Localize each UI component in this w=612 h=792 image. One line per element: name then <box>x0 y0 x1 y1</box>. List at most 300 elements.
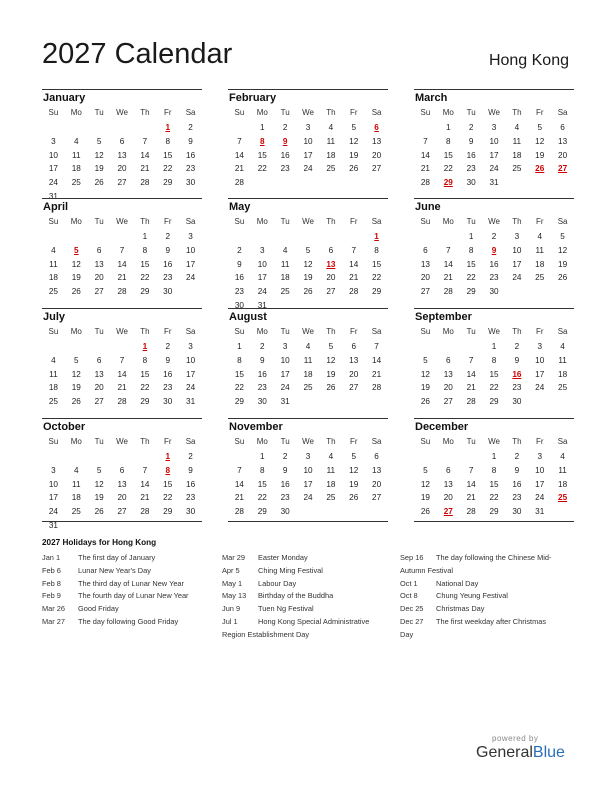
day-cell: 20 <box>117 164 127 174</box>
day-cell: 14 <box>234 150 244 160</box>
day-cell: 27 <box>94 287 104 297</box>
day-cell: 31 <box>48 521 58 530</box>
day-cell: 26 <box>558 273 568 283</box>
day-cell: 13 <box>372 136 382 146</box>
day-cell: 1 <box>260 452 265 461</box>
day-cell: 5 <box>423 465 428 475</box>
day-cell: 11 <box>49 259 58 269</box>
holiday-name: The fourth day of Lunar New Year <box>78 591 189 601</box>
day-cell: 8 <box>491 465 497 475</box>
day-cell: 7 <box>119 355 125 365</box>
day-cell: 15 <box>257 150 267 160</box>
day-cell: 29 <box>163 178 173 188</box>
day-cell: 6 <box>446 465 451 475</box>
day-cell: 21 <box>372 369 382 379</box>
day-cell: 19 <box>303 273 313 283</box>
weekday-label: We <box>488 108 500 117</box>
month-name: October <box>43 421 86 433</box>
holiday-day: 13 <box>326 259 336 269</box>
day-cell: 10 <box>280 355 290 365</box>
weekday-label: We <box>116 327 128 336</box>
day-cell: 5 <box>328 342 334 351</box>
day-cell: 2 <box>188 452 193 461</box>
day-cell: 23 <box>489 273 499 283</box>
month-rule <box>42 198 202 199</box>
weekday-label: We <box>302 108 314 117</box>
day-cell: 18 <box>71 493 81 503</box>
day-cell: 25 <box>326 493 336 503</box>
day-cell: 6 <box>351 342 356 351</box>
weekday-label: Fr <box>349 437 358 446</box>
day-cell: 9 <box>282 465 288 475</box>
weekday-label: Tu <box>466 108 476 117</box>
holiday-column <box>400 552 575 642</box>
day-cell: 8 <box>165 136 170 146</box>
holiday-name-continuation: Region Establishment Day <box>222 629 310 639</box>
day-cell: 31 <box>489 178 499 188</box>
day-cell: 19 <box>349 479 359 489</box>
holiday-day: 6 <box>374 123 379 132</box>
day-cell: 12 <box>303 259 313 269</box>
day-cell: 7 <box>351 245 356 255</box>
weekday-label: We <box>116 217 128 226</box>
day-cell: 2 <box>260 342 265 351</box>
holiday-day: 1 <box>165 123 170 132</box>
day-cell: 7 <box>468 465 474 475</box>
day-cell: 28 <box>234 178 244 188</box>
holiday-entry <box>42 616 217 629</box>
day-cell: 28 <box>349 287 359 297</box>
day-cell: 21 <box>349 273 359 283</box>
day-cell: 27 <box>349 383 359 393</box>
day-cell: 25 <box>48 397 58 407</box>
weekday-label: Mo <box>256 437 268 446</box>
day-cell: 2 <box>514 452 520 461</box>
day-cell: 13 <box>443 479 453 489</box>
day-cell: 10 <box>186 355 196 365</box>
day-cell: 26 <box>420 397 430 407</box>
day-cell: 5 <box>305 245 311 255</box>
day-cell: 24 <box>535 493 545 503</box>
day-cell: 6 <box>119 465 125 475</box>
day-cell: 1 <box>491 342 497 351</box>
day-cell: 11 <box>512 136 522 146</box>
holiday-date: Dec 27 <box>400 616 424 626</box>
day-cell: 22 <box>163 164 173 174</box>
weekday-label: Mo <box>70 108 82 117</box>
day-cell: 23 <box>234 287 244 297</box>
weekday-label: Tu <box>280 108 290 117</box>
weekday-label: Mo <box>442 327 454 336</box>
day-cell: 12 <box>71 259 81 269</box>
weekday-label: Su <box>420 108 431 117</box>
day-cell: 24 <box>280 383 290 393</box>
day-cell: 1 <box>260 123 265 132</box>
day-cell: 17 <box>303 150 313 160</box>
day-cell: 22 <box>443 164 453 174</box>
holiday-entry <box>42 552 217 565</box>
day-cell: 30 <box>257 397 267 407</box>
holiday-name: Tuen Ng Festival <box>258 604 314 614</box>
holiday-name: Chung Yeung Festival <box>436 591 508 601</box>
holiday-date: Oct 8 <box>400 591 418 601</box>
day-cell: 24 <box>186 383 196 393</box>
divider <box>228 521 388 522</box>
day-cell: 9 <box>237 259 242 269</box>
weekday-label: Fr <box>349 217 358 226</box>
day-cell: 8 <box>468 245 474 255</box>
day-cell: 15 <box>234 369 244 379</box>
weekday-label: Fr <box>163 108 172 117</box>
month-name: February <box>229 92 277 104</box>
weekday-label: Fr <box>535 217 544 226</box>
holiday-name-continuation: Day <box>400 629 414 639</box>
day-cell: 5 <box>423 355 428 365</box>
holiday-date: Feb 8 <box>42 578 61 588</box>
holiday-day: 8 <box>260 136 265 146</box>
day-cell: 9 <box>468 136 474 146</box>
day-cell: 24 <box>186 273 196 283</box>
day-cell: 20 <box>372 150 382 160</box>
day-cell: 3 <box>188 342 193 351</box>
day-cell: 7 <box>237 136 242 146</box>
day-cell: 26 <box>94 178 104 188</box>
day-cell: 2 <box>237 245 242 255</box>
day-cell: 16 <box>234 273 244 283</box>
day-cell: 4 <box>51 355 56 365</box>
day-cell: 12 <box>94 479 104 489</box>
month-rule <box>42 89 202 90</box>
day-cell: 19 <box>94 493 104 503</box>
day-cell: 13 <box>443 369 453 379</box>
day-cell: 10 <box>489 136 499 146</box>
day-cell: 17 <box>48 164 58 174</box>
brand-logo[interactable] <box>476 744 565 762</box>
holiday-date: Oct 1 <box>400 578 418 588</box>
day-cell: 7 <box>119 245 125 255</box>
holiday-day: 27 <box>443 507 453 517</box>
holiday-name: Birthday of the Buddha <box>258 591 334 601</box>
day-cell: 3 <box>282 342 288 351</box>
holiday-day: 1 <box>142 342 148 351</box>
day-cell: 29 <box>163 507 173 517</box>
day-cell: 10 <box>303 465 313 475</box>
day-cell: 31 <box>280 397 290 407</box>
day-cell: 24 <box>303 164 313 174</box>
day-cell: 14 <box>466 479 476 489</box>
day-cell: 16 <box>512 479 522 489</box>
day-cell: 19 <box>420 383 430 393</box>
month-name: July <box>43 311 66 323</box>
weekday-label: Mo <box>70 327 82 336</box>
day-cell: 4 <box>282 245 288 255</box>
holiday-name: The day following Good Friday <box>78 616 179 626</box>
day-cell: 3 <box>491 123 497 132</box>
divider <box>414 521 574 522</box>
day-cell: 10 <box>303 136 313 146</box>
day-cell: 14 <box>140 150 150 160</box>
day-cell: 13 <box>94 369 104 379</box>
day-cell: 1 <box>491 452 497 461</box>
day-cell: 19 <box>558 259 568 269</box>
holiday-entry <box>400 552 575 565</box>
holiday-date: May 1 <box>222 578 243 588</box>
day-cell: 25 <box>280 287 290 297</box>
weekday-label: Tu <box>466 437 476 446</box>
day-cell: 27 <box>443 397 453 407</box>
day-cell: 6 <box>96 245 102 255</box>
day-cell: 17 <box>303 479 313 489</box>
day-cell: 23 <box>257 383 267 393</box>
weekday-label: Su <box>48 327 59 336</box>
weekday-label: Su <box>48 108 59 117</box>
day-cell: 25 <box>535 273 545 283</box>
day-cell: 6 <box>423 245 428 255</box>
holiday-name: Hong Kong Special Administrative <box>258 616 370 626</box>
weekday-label: Tu <box>280 437 290 446</box>
day-cell: 17 <box>186 259 196 269</box>
weekday-label: Mo <box>442 437 454 446</box>
weekday-label: Sa <box>371 217 382 226</box>
month-rule <box>228 418 388 419</box>
day-cell: 22 <box>257 164 267 174</box>
day-cell: 28 <box>234 507 244 517</box>
day-cell: 12 <box>71 369 81 379</box>
day-cell: 10 <box>186 245 196 255</box>
holiday-day: 5 <box>74 245 79 255</box>
weekday-label: Fr <box>535 108 544 117</box>
day-cell: 10 <box>48 150 58 160</box>
day-cell: 25 <box>558 383 568 393</box>
holiday-name: The first day of January <box>78 553 156 562</box>
day-cell: 8 <box>260 465 265 475</box>
weekday-label: Th <box>140 108 150 117</box>
month-rule <box>42 308 202 309</box>
weekday-label: Su <box>48 217 59 226</box>
weekday-label: Fr <box>163 437 172 446</box>
day-cell: 31 <box>48 192 58 201</box>
holiday-date: Mar 27 <box>42 616 66 626</box>
holiday-date: Apr 5 <box>222 565 240 575</box>
day-cell: 4 <box>328 452 334 461</box>
day-cell: 4 <box>74 465 79 475</box>
holiday-day: 9 <box>282 136 288 146</box>
day-cell: 15 <box>443 150 453 160</box>
day-cell: 11 <box>72 150 81 160</box>
holiday-name: National Day <box>436 578 479 588</box>
weekday-label: Su <box>420 217 431 226</box>
holiday-entry <box>222 578 397 591</box>
day-cell: 20 <box>94 383 104 393</box>
holiday-day: 27 <box>558 164 568 174</box>
day-cell: 23 <box>186 493 196 503</box>
holiday-entry <box>222 590 397 603</box>
day-cell: 14 <box>420 150 430 160</box>
day-cell: 3 <box>188 232 193 241</box>
holiday-entry <box>42 578 217 591</box>
weekday-label: Su <box>420 327 431 336</box>
day-cell: 2 <box>491 232 497 241</box>
day-cell: 9 <box>260 355 265 365</box>
day-cell: 28 <box>466 397 476 407</box>
weekday-label: Sa <box>185 327 196 336</box>
day-cell: 14 <box>466 369 476 379</box>
weekday-label: Sa <box>371 108 382 117</box>
day-cell: 11 <box>326 136 336 146</box>
day-cell: 29 <box>466 287 476 297</box>
holiday-day: 26 <box>535 164 545 174</box>
holiday-date: Feb 9 <box>42 591 61 601</box>
brand-part-1: General <box>476 744 533 761</box>
day-cell: 23 <box>512 383 522 393</box>
weekday-label: Th <box>512 217 522 226</box>
day-cell: 5 <box>74 355 79 365</box>
day-cell: 23 <box>466 164 476 174</box>
holiday-name: The first weekday after Christmas <box>436 616 547 626</box>
weekday-label: Tu <box>94 108 104 117</box>
day-cell: 29 <box>372 287 382 297</box>
weekday-label: Fr <box>163 327 172 336</box>
day-cell: 6 <box>328 245 334 255</box>
day-cell: 23 <box>280 164 290 174</box>
day-cell: 11 <box>326 465 336 475</box>
day-cell: 18 <box>558 369 568 379</box>
day-cell: 10 <box>48 479 58 489</box>
day-cell: 25 <box>71 507 81 517</box>
day-cell: 21 <box>466 383 476 393</box>
day-cell: 9 <box>165 245 170 255</box>
weekday-label: Sa <box>557 437 568 446</box>
holiday-date: Jan 1 <box>42 553 61 562</box>
day-cell: 8 <box>237 355 242 365</box>
day-cell: 22 <box>140 273 150 283</box>
day-cell: 3 <box>514 232 520 241</box>
day-cell: 15 <box>163 150 173 160</box>
day-cell: 23 <box>512 493 522 503</box>
month-name: April <box>43 201 69 213</box>
day-cell: 22 <box>140 383 150 393</box>
day-cell: 25 <box>512 164 522 174</box>
day-cell: 6 <box>119 136 125 146</box>
day-cell: 4 <box>560 452 565 461</box>
holiday-entry <box>42 590 217 603</box>
day-cell: 17 <box>512 259 522 269</box>
day-cell: 17 <box>257 273 267 283</box>
weekday-label: Sa <box>185 437 196 446</box>
day-cell: 3 <box>51 136 56 146</box>
day-cell: 2 <box>514 342 520 351</box>
holiday-date: Dec 25 <box>400 604 424 614</box>
holiday-name: Lunar New Year's Day <box>78 565 151 575</box>
day-cell: 14 <box>234 479 244 489</box>
day-cell: 2 <box>468 123 474 132</box>
weekday-label: Th <box>326 437 336 446</box>
day-cell: 26 <box>303 287 313 297</box>
day-cell: 15 <box>257 479 267 489</box>
day-cell: 7 <box>446 245 451 255</box>
day-cell: 18 <box>48 273 58 283</box>
day-cell: 20 <box>326 273 336 283</box>
day-cell: 11 <box>303 355 313 365</box>
holiday-name: Easter Monday <box>258 553 308 562</box>
day-cell: 19 <box>326 369 336 379</box>
day-cell: 18 <box>558 479 568 489</box>
day-cell: 22 <box>234 383 244 393</box>
holiday-date: Mar 26 <box>42 604 66 614</box>
day-cell: 15 <box>163 479 173 489</box>
day-cell: 23 <box>186 164 196 174</box>
day-cell: 3 <box>537 452 542 461</box>
brand-part-2: Blue <box>532 744 565 761</box>
day-cell: 3 <box>305 123 311 132</box>
weekday-label: Fr <box>535 327 544 336</box>
month-rule <box>42 418 202 419</box>
day-cell: 17 <box>280 369 290 379</box>
day-cell: 12 <box>94 150 104 160</box>
day-cell: 3 <box>260 245 265 255</box>
day-cell: 9 <box>188 465 193 475</box>
month-name: June <box>415 201 441 213</box>
day-cell: 26 <box>71 397 81 407</box>
month-name: December <box>415 421 469 433</box>
weekday-label: We <box>488 437 500 446</box>
day-cell: 8 <box>142 245 148 255</box>
weekday-label: Su <box>420 437 431 446</box>
day-cell: 30 <box>186 178 196 188</box>
day-cell: 7 <box>237 465 242 475</box>
holiday-name: Good Friday <box>78 604 119 614</box>
day-cell: 29 <box>234 397 244 407</box>
day-cell: 5 <box>96 136 102 146</box>
weekday-label: Mo <box>70 437 82 446</box>
day-cell: 25 <box>48 287 58 297</box>
day-cell: 4 <box>328 123 334 132</box>
day-cell: 10 <box>535 465 545 475</box>
weekday-label: Su <box>234 327 245 336</box>
day-cell: 28 <box>372 383 382 393</box>
day-cell: 17 <box>535 479 545 489</box>
weekday-label: Mo <box>256 217 268 226</box>
day-cell: 3 <box>537 342 542 351</box>
holiday-day: 9 <box>491 245 497 255</box>
day-cell: 26 <box>349 164 359 174</box>
weekday-label: Su <box>48 437 59 446</box>
day-cell: 26 <box>94 507 104 517</box>
day-cell: 16 <box>466 150 476 160</box>
weekday-label: We <box>302 437 314 446</box>
day-cell: 19 <box>349 150 359 160</box>
weekday-label: Tu <box>280 327 290 336</box>
day-cell: 1 <box>142 232 148 241</box>
weekday-label: Th <box>326 327 336 336</box>
day-cell: 17 <box>535 369 545 379</box>
day-cell: 27 <box>326 287 336 297</box>
day-cell: 27 <box>372 493 382 503</box>
month-name: January <box>43 92 86 104</box>
day-cell: 2 <box>165 342 170 351</box>
day-cell: 28 <box>140 507 150 517</box>
day-cell: 22 <box>372 273 382 283</box>
day-cell: 14 <box>117 259 127 269</box>
day-cell: 31 <box>257 301 267 310</box>
day-cell: 15 <box>489 369 499 379</box>
divider <box>42 521 202 522</box>
month-name: March <box>415 92 448 104</box>
day-cell: 13 <box>117 150 127 160</box>
day-cell: 4 <box>514 123 520 132</box>
weekday-label: Tu <box>280 217 290 226</box>
day-cell: 12 <box>326 355 336 365</box>
